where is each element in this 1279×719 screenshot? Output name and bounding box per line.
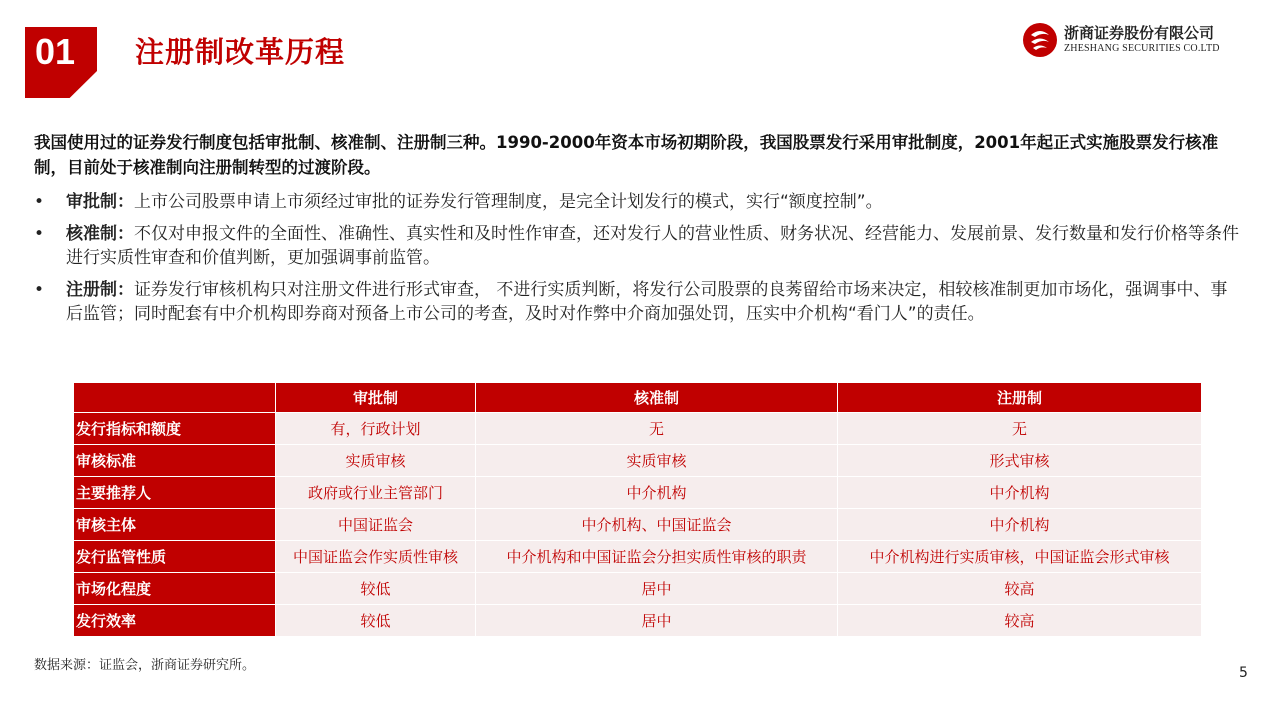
- table-cell: 居中: [476, 605, 838, 637]
- table-cell: 中介机构进行实质审核，中国证监会形式审核: [838, 541, 1202, 573]
- table-cell: 较高: [838, 573, 1202, 605]
- bullet-text: 证券发行审核机构只对注册文件进行形式审查， 不进行实质判断，将发行公司股票的良莠留给市场来决定，相较核准制更加市场化，强调事中、事后监管；同时配套有中介机构即券商对预备上市公司的考查，及时对作弊中介商加强处罚，压实中介机构“看门人”的责任。: [66, 280, 1228, 324]
- table-cell: 形式审核: [838, 445, 1202, 477]
- bullet-separator: ：: [117, 192, 134, 212]
- data-source-note: 数据来源：证监会，浙商证券研究所。: [34, 658, 256, 673]
- row-header: 发行效率: [74, 605, 276, 637]
- header-cell-empty: [74, 383, 276, 413]
- comparison-table: [73, 382, 1202, 637]
- row-header: 审核主体: [74, 509, 276, 541]
- table-row: [74, 509, 1202, 541]
- row-header: 审核标准: [74, 445, 276, 477]
- bullet-item: [34, 190, 1239, 214]
- table-cell: 较低: [276, 573, 476, 605]
- table-cell: 无: [476, 413, 838, 445]
- table-row: [74, 413, 1202, 445]
- bullet-dot-icon: •: [34, 280, 45, 300]
- bullet-text: 上市公司股票申请上市须经过审批的证券发行管理制度，是完全计划发行的模式，实行“额度控制”。: [134, 192, 883, 212]
- page-title: 注册制改革历程: [135, 35, 346, 69]
- table-cell: 中介机构、中国证监会: [476, 509, 838, 541]
- table-cell: 居中: [476, 573, 838, 605]
- table-cell: 中国证监会作实质性审核: [276, 541, 476, 573]
- table-row: [74, 445, 1202, 477]
- row-header: 市场化程度: [74, 573, 276, 605]
- logo-cn-name: 浙商证券股份有限公司: [1064, 24, 1215, 42]
- bullet-separator: ：: [117, 224, 134, 244]
- page-number: 5: [1239, 665, 1248, 681]
- table-cell: 有，行政计划: [276, 413, 476, 445]
- section-number: 01: [34, 31, 76, 72]
- zheshang-logo-icon: [1022, 22, 1058, 58]
- row-header: 发行监管性质: [74, 541, 276, 573]
- table-cell: 较高: [838, 605, 1202, 637]
- header-cell-registration: 注册制: [838, 383, 1202, 413]
- bullet-dot-icon: •: [34, 192, 45, 212]
- table-row: [74, 573, 1202, 605]
- bullet-term: 审批制: [66, 192, 117, 212]
- bullet-separator: ：: [117, 280, 134, 300]
- table-row: [74, 541, 1202, 573]
- header-cell-verification: 核准制: [476, 383, 838, 413]
- bullet-term: 核准制: [66, 224, 117, 244]
- table-cell: 中介机构: [838, 509, 1202, 541]
- table-cell: 政府或行业主管部门: [276, 477, 476, 509]
- table-cell: 较低: [276, 605, 476, 637]
- bullet-list: [34, 190, 1239, 334]
- table-row: [74, 605, 1202, 637]
- table-cell: 中国证监会: [276, 509, 476, 541]
- table-cell: 实质审核: [276, 445, 476, 477]
- bullet-item: [34, 278, 1239, 326]
- table-cell: 实质审核: [476, 445, 838, 477]
- intro-paragraph: 我国使用过的证券发行制度包括审批制、核准制、注册制三种。1990-2000年资本市场初期阶段，我国股票发行采用审批制度，2001年起正式实施股票发行核准制，目前处于核准制向注册制转型的过渡阶段。: [34, 133, 1219, 177]
- row-header: 主要推荐人: [74, 477, 276, 509]
- logo-en-name: ZHESHANG SECURITIES CO.LTD: [1064, 43, 1220, 54]
- table-header-row: [74, 383, 1202, 413]
- company-logo: [1022, 22, 1252, 62]
- header-cell-approval: 审批制: [276, 383, 476, 413]
- row-header: 发行指标和额度: [74, 413, 276, 445]
- table-cell: 中介机构: [476, 477, 838, 509]
- bullet-dot-icon: •: [34, 224, 45, 244]
- table-cell: 中介机构: [838, 477, 1202, 509]
- table-cell: 中介机构和中国证监会分担实质性审核的职责: [476, 541, 838, 573]
- bullet-item: [34, 222, 1239, 270]
- table-row: [74, 477, 1202, 509]
- bullet-text: 不仅对申报文件的全面性、准确性、真实性和及时性作审查，还对发行人的营业性质、财务状况、经营能力、发展前景、发行数量和发行价格等条件进行实质性审查和价值判断，更加强调事前监管。: [66, 224, 1239, 268]
- table-cell: 无: [838, 413, 1202, 445]
- bullet-term: 注册制: [66, 280, 117, 300]
